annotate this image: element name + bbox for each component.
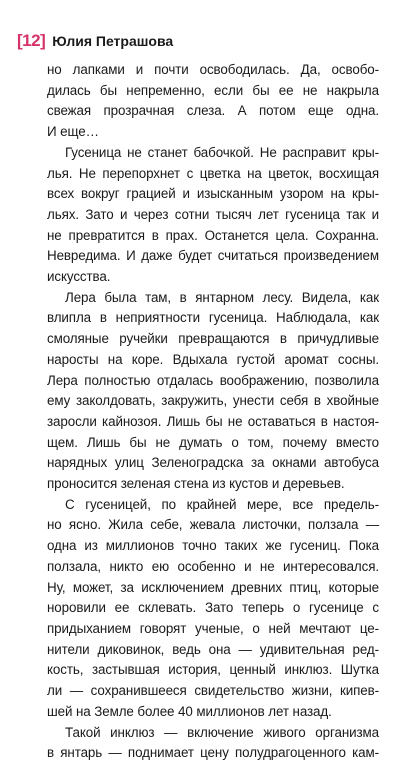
running-header xyxy=(17,30,173,52)
text-line: нители диковинок, ведь она — удивительная ред- xyxy=(47,641,379,657)
text-line: С гусеницей, по крайней мере, все предель- xyxy=(65,496,379,512)
text-line: Лера была там, в янтарном лесу. Видела, как xyxy=(65,289,379,305)
text-line: ли — сохранившееся свидетельство жизни, кипев- xyxy=(47,683,379,699)
text-line: Лера полностью отдалась воображению, позволила xyxy=(47,372,379,388)
text-line: дилась бы непременно, если бы ее не накрыла xyxy=(47,82,379,98)
text-line: шей на Земле более 40 миллионов лет назад. xyxy=(47,703,332,719)
text-line: ему заколдовать, закружить, унести себя в хвойные xyxy=(47,393,379,409)
text-line: заросли кайнозоя. Лишь бы не оставаться в настоя- xyxy=(47,413,379,429)
text-line: придыханием говорят ученые, о ней мечтают це- xyxy=(47,620,379,636)
text-line: И еще… xyxy=(47,124,99,140)
text-line: смоляные ручейки превращаются в причудливые xyxy=(47,331,379,347)
body-text xyxy=(47,60,379,764)
text-line: одна из миллионов точно таких же гусениц. Пока xyxy=(47,538,379,554)
text-line: искусства. xyxy=(47,269,111,285)
text-line: Ну, может, за исключением древних птиц, которые xyxy=(47,579,379,595)
text-line: но ясно. Жила себе, жевала листочки, ползала — xyxy=(47,517,379,533)
text-line: наросты на коре. Вдыхала густой аромат сосны. xyxy=(47,351,379,367)
text-line: лья. Не перепорхнет с цветка на цветок, восхищая xyxy=(47,165,379,181)
paragraph xyxy=(47,143,379,288)
text-line: влипла в неприятности гусеница. Наблюдала, как xyxy=(47,310,379,326)
text-line: проносится зеленая стена из кустов и деревьев. xyxy=(47,476,345,492)
text-line: нарядных улиц Зеленоградска за окнами автобуса xyxy=(47,455,379,471)
text-line: Гусеница не станет бабочкой. Не расправит кры- xyxy=(65,144,379,160)
text-line: Невредима. И даже будет считаться произведением xyxy=(47,248,379,264)
text-line: ползала, никто ею особенно и не интересовался. xyxy=(47,558,379,574)
page-number: [12] xyxy=(17,31,46,50)
text-line: свежая прозрачная слеза. А потом еще одна. xyxy=(47,103,379,119)
paragraph xyxy=(47,288,379,495)
text-line: не превратится в прах. Останется цела. Сохранна. xyxy=(47,227,379,243)
text-line: льях. Зато и через сотни тысяч лет гусеница так и xyxy=(47,206,379,222)
text-line: норовили ее склевать. Зато теперь о гусенице с xyxy=(47,600,379,616)
text-line: всех вокруг грацией и изысканным узором на кры- xyxy=(47,186,379,202)
text-line: кость, застывшая история, ценный инклюз. Шутка xyxy=(47,662,379,678)
author-name: Юлия Петрашова xyxy=(52,33,174,49)
text-line: в янтарь — поднимает цену полудрагоценного кам- xyxy=(47,745,379,761)
text-line: Такой инклюз — включение живого организма xyxy=(65,724,379,740)
paragraph xyxy=(47,723,379,764)
text-line: но лапками и почти освободилась. Да, освобо- xyxy=(47,62,379,77)
paragraph xyxy=(47,60,379,143)
text-line: щем. Лишь бы не думать о том, почему вместо xyxy=(47,434,379,450)
paragraph xyxy=(47,495,379,723)
